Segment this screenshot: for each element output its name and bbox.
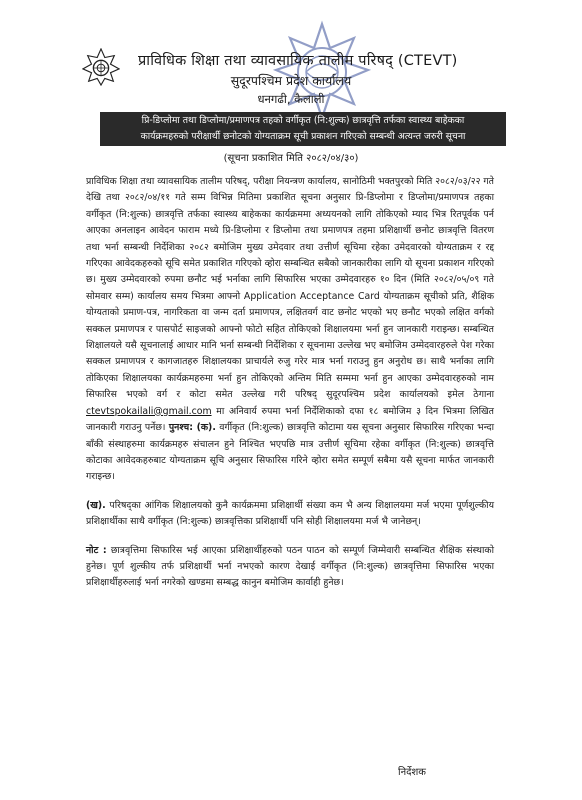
- notice-title-box: [100, 112, 506, 146]
- office-email-link[interactable]: ctevtspokailali@gmail.com: [86, 405, 212, 417]
- notice-title-line-1: प्रि-डिप्लोमा तथा डिप्लोमा/प्रमाणपत्र तहको वर्गीकृत (नि:शुल्क) छात्रवृत्ति तर्फका स्वास्थ्य बाहेकका: [141, 115, 465, 126]
- postscript-text: वर्गीकृत (नि:शुल्क) छात्रवृत्ति कोटामा यस सूचना अनुसार सिफारिस गरिएका भन्दा बाँकी संस्थाहरुमा कार्यक्रमहरु संचालन हुने निश्चित भएपछि मात्र उत्तीर्ण सूचिमा रहेका वर्गीकृत (नि:शुल्क) छात्रवृत्ति कोटाका आवेदकहरुबाट योग्यताक्रम सूचि अनुसार सिफारिस गरिने व्होरा समेत सम्पूर्ण सबैमा यसै सूचना मार्फत जानकारी गराइन्छ।: [86, 422, 495, 483]
- paragraph-kha-label: (ख).: [86, 499, 106, 511]
- paragraph-main-text-cont: मा अनिवार्य रुपमा भर्ना निर्देशिकाको दफा १८ बमोजिम ३ दिन भित्रमा लिखित जानकारी गराउनु पर्नेछ।: [86, 405, 494, 434]
- note-text: छात्रवृत्तिमा सिफारिस भई आएका प्रशिक्षार्थीहरुको पठन पाठन को सम्पूर्ण जिम्मेवारी सम्बन्धित शैक्षिक संस्थाको हुनेछ। पूर्ण शुल्कीय तर्फ प्रशिक्षार्थी भर्ना नभएको कारण देखाई वर्गीकृत (नि:शुल्क) छात्रवृत्तिमा सिफारिस भएका प्रशिक्षार्थीहरुलाई भर्ना नगरेको खण्डमा सम्बद्ध कानुन बमोजिम कार्वाही हुनेछ।: [86, 544, 494, 589]
- office-name: सुदूरपश्चिम प्रदेश कार्यालय: [230, 73, 352, 88]
- paragraph-note: [86, 543, 494, 592]
- published-date: (सूचना प्रकाशित मिति २०८२/०४/३०): [223, 153, 359, 164]
- office-location: धनगढी, कैलाली: [257, 92, 325, 106]
- signatory-title: निर्देशक: [398, 767, 426, 778]
- paragraph-kha: [86, 498, 494, 531]
- paragraph-main: [86, 174, 494, 486]
- postscript-label: पुनश्च: (क).: [168, 422, 216, 434]
- organization-name: प्राविधिक शिक्षा तथा व्यावसायिक तालीम परिषद् (CTEVT): [138, 53, 458, 69]
- note-label: नोट :: [86, 544, 107, 556]
- notice-body: [86, 174, 494, 592]
- paragraph-kha-text: परिषद्का आंगिक शिक्षालयको कुनै कार्यक्रममा प्रशिक्षार्थी संख्या कम भै अन्य शिक्षालयमा मर्ज भएमा पूर्णशुल्कीय प्रशिक्षार्थीका साथै वर्गीकृत (नि:शुल्क) छात्रवृत्तिका प्रशिक्षार्थी पनि सोही शिक्षालयमा मर्ज भै जानेछन्।: [86, 499, 494, 528]
- notice-title-line-2: कार्यक्रमहरुको परीक्षार्थी छनोटको योग्यताक्रम सूची प्रकाशन गरिएको सम्बन्धी अत्यन्त जरुरी सूचना: [140, 131, 466, 142]
- paragraph-main-text: प्राविधिक शिक्षा तथा व्यावसायिक तालीम परिषद्, परीक्षा नियन्त्रण कार्यालय, सानोठिमी भक्तपुरको मिति २०८२/०३/२२ गते देखि तथा २०८२/०४/११ गते सम्म विभिन्न मितिमा प्रकाशित सूचना अनुसार प्रि-डिप्लोमा र डिप्लोमा/प्रमाणपत्र तहका वर्गीकृत (नि:शुल्क) छात्रवृत्ति तर्फका स्वास्थ्य बाहेकका कार्यक्रममा अध्ययनको लागि तोकिएको म्याद भित्र रितपूर्वक पर्न आएका अनलाइन आवेदन फाराम मध्ये प्रि-डिप्लोमा र डिप्लोमा तथा प्रमाणपत्र तहमा प्रशिक्षार्थी छनोट छात्रवृत्ति वितरण तथा भर्ना सम्बन्धी निर्देशिका २०८२ बमोजिम मुख्य उमेदवार तथा उत्तीर्ण सूचिमा रहेका उमेदवारको योग्यताक्रम र रद्द गरिएका आवेदकहरुको सूचि समेत प्रकाशित गरिएको व्होरा सम्बन्धित सबैको जानकारीका लागि यो सूचना प्रकाशन गरिएको छ। मुख्य उम्मेदवारको रुपमा छनौट भई भर्नाका लागि सिफारिस भएका उम्मेदवारहरु १० दिन (मिति २०८२/०५/०९ गते सोमवार सम्म) कार्यालय समय भित्रमा आफ्नो Application Acceptance Card योग्यताक्रम सूचीको प्रति, शैक्षिक योग्यताको प्रमाण-पत्र, नागरिकता वा जन्म दर्ता प्रमाणपत्र, लक्षितवर्ग वाट छनोट भएको भए छनौट भएको लक्षित वर्गको सक्कल प्रमाणपत्र र पासपोर्ट साइजको आफ्नो फोटो सहित तोकिएको शिक्षालयमा भर्ना हुन जानकारी गराइन्छ। सम्बन्धित शिक्षालयले यसै सूचनालाई आधार मानि भर्ना सम्बन्धी निर्देशिका र सूचनामा उल्लेख भए बमोजिम उम्मेदवारहरुले पेश गरेका सक्कल प्रमाणपत्र र कागजातहरु शिक्षालयका प्राचार्यले रुजु गरेर मात्र भर्ना गराउनु हुन अनुरोध छ। साथै भर्नाका लागि तोकिएका शिक्षालयका कार्यक्रमहरुमा भर्ना हुन तोकिएको अन्तिम मिति सम्ममा भर्ना हुन आएका उम्मेदवारहरुको नाम सिफारिस भएको वर्ग र कोटा समेत उल्लेख गरी परिषद् सुदूरपश्चिम प्रदेश कार्यालयको इमेल ठेगाना: [86, 176, 495, 401]
